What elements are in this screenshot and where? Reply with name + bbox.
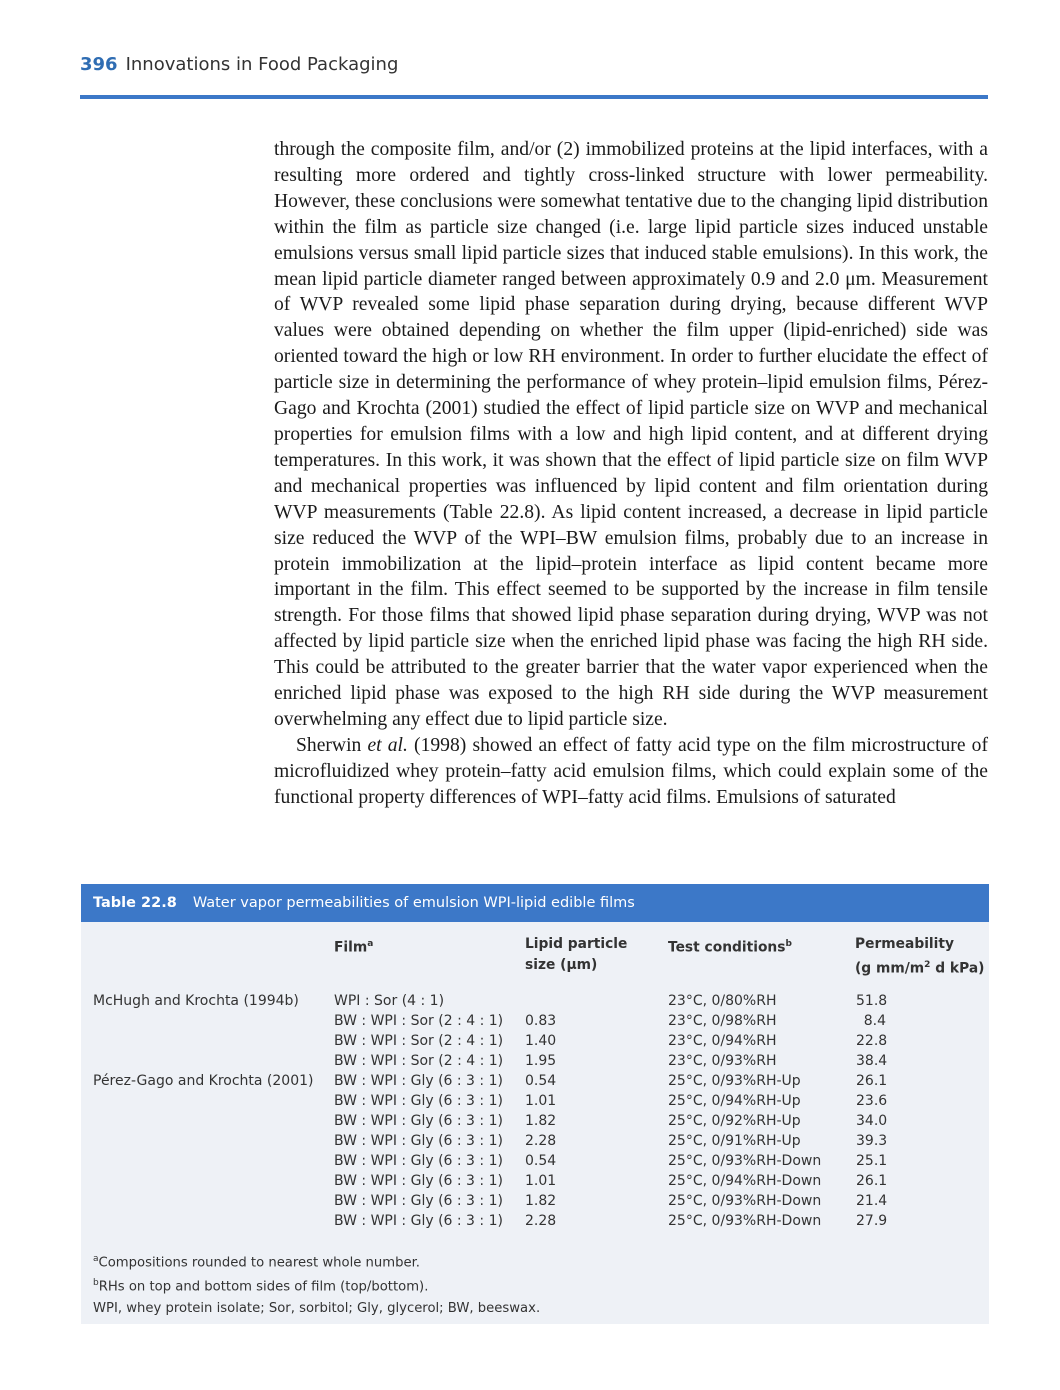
source-cell: Pérez-Gago and Krochta (2001) (93, 1073, 314, 1089)
cond-cell: 23°C, 0/94%RH (668, 1033, 777, 1049)
size-cell: 1.40 (525, 1033, 557, 1049)
size-cell: 1.01 (525, 1173, 557, 1189)
size-column (525, 991, 556, 1231)
footnote-b: $^b$RHs on top and bottom sides of film (top/bottom). (93, 1278, 429, 1295)
perm-cell: 51.8 (856, 993, 888, 1009)
perm-cell: 22.8 (856, 1033, 888, 1049)
p2-etal: et al. (367, 734, 408, 756)
header-test-conditions: Test conditions$^b$ (668, 939, 792, 956)
table-number: Table 22.8 (93, 895, 177, 911)
page-number: 396 (80, 54, 118, 75)
conditions-column (668, 991, 821, 1231)
film-cell: BW : WPI : Gly (6 : 3 : 1) (334, 1093, 503, 1109)
running-header (80, 54, 398, 75)
p2-author: Sherwin (296, 734, 362, 756)
cond-cell: 25°C, 0/93%RH-Down (668, 1193, 822, 1209)
cond-cell: 25°C, 0/94%RH-Up (668, 1093, 801, 1109)
film-cell: BW : WPI : Sor (2 : 4 : 1) (334, 1053, 504, 1069)
header-lipid-size: Lipid particle size (μm) (525, 936, 628, 973)
perm-cell: 8.4 (863, 1013, 886, 1029)
film-cell: BW : WPI : Sor (2 : 4 : 1) (334, 1013, 504, 1029)
header-rule (80, 95, 988, 99)
table-title: Water vapor permeabilities of emulsion WPI-lipid edible films (192, 895, 635, 911)
size-cell: 2.28 (525, 1213, 557, 1229)
film-cell: BW : WPI : Gly (6 : 3 : 1) (334, 1073, 503, 1089)
perm-cell: 34.0 (856, 1113, 888, 1129)
p2-rest: (1998) showed an effect of fatty acid type on the film microstructure of microfluidized whey protein–fatty acid emulsion films, which could explain some of the functional property differences of WPI–fatty acid films. Emulsions of saturated (274, 734, 988, 808)
table-22-8 (81, 884, 989, 1324)
cond-cell: 25°C, 0/93%RH-Down (668, 1153, 822, 1169)
perm-cell: 27.9 (856, 1213, 888, 1229)
size-cell: 2.28 (525, 1133, 557, 1149)
paragraph-1: through the composite film, and/or (2) immobilized proteins at the lipid interfaces, with a resulting more ordered and tightly cross-linked structure with lower permeability. However, these conclusions were somewhat tentative due to the changing lipid distribution within the film as particle size changed (i.e. large lipid particle sizes induced unstable emulsions versus small lipid particle sizes that induced stable emulsions). In this work, the mean lipid particle diameter ranged between approximately 0.9 and 2.0 μm. Measurement of WVP revealed some lipid phase separation during drying, because different WVP values were obtained depending on whether the film upper (lipid-enriched) side was oriented toward the high or low RH environment. In order to further elucidate the effect of particle size in determining the performance of whey protein–lipid emulsion films, Pérez-Gago and Krochta (2001) studied the effect of lipid particle size on WVP and mechanical properties for emulsion films with a low and high lipid content, and at different drying temperatures. In this work, it was shown that the effect of lipid particle size on film WVP and mechanical properties was influenced by lipid content and film orientation during WVP measurements (Table 22.8). As lipid content increased, a decrease in lipid particle size reduced the WVP of the WPI–BW emulsion films, probably due to an increase in protein immobilization at the lipid–protein interface as lipid content became more important in the film. This effect seemed to be supported by the increase in film tensile strength. For those films that showed lipid phase separation during drying, WVP was not affected by lipid particle size when the enriched lipid phase was facing the high RH side. This could be attributed to the greater barrier that the water vapor experienced when the enriched lipid phase was exposed to the high RH side during the WVP measurement overwhelming any effect due to lipid particle size. (274, 139, 988, 730)
film-cell: BW : WPI : Gly (6 : 3 : 1) (334, 1113, 503, 1129)
perm-cell: 23.6 (856, 1093, 888, 1109)
source-column (93, 991, 314, 1091)
perm-cell: 25.1 (856, 1153, 888, 1169)
film-cell: BW : WPI : Gly (6 : 3 : 1) (334, 1193, 503, 1209)
cond-cell: 25°C, 0/92%RH-Up (668, 1113, 801, 1129)
paragraph-2 (274, 733, 988, 811)
size-cell: 1.95 (525, 1053, 557, 1069)
size-cell (525, 991, 556, 1011)
footnote-abbreviations: WPI, whey protein isolate; Sor, sorbitol; Gly, glycerol; BW, beeswax. (93, 1300, 541, 1316)
table-footnotes (93, 1249, 540, 1319)
cond-cell: 23°C, 0/93%RH (668, 1053, 777, 1069)
film-cell: BW : WPI : Gly (6 : 3 : 1) (334, 1133, 503, 1149)
size-cell: 1.01 (525, 1093, 557, 1109)
perm-cell: 26.1 (856, 1173, 888, 1189)
perm-cell: 39.3 (856, 1133, 888, 1149)
cond-cell: 25°C, 0/94%RH-Down (668, 1173, 822, 1189)
film-cell: BW : WPI : Sor (2 : 4 : 1) (334, 1033, 504, 1049)
size-cell: 0.83 (525, 1013, 557, 1029)
cond-cell: 25°C, 0/93%RH-Down (668, 1213, 822, 1229)
film-cell: BW : WPI : Gly (6 : 3 : 1) (334, 1213, 503, 1229)
perm-cell: 26.1 (856, 1073, 888, 1089)
perm-cell: 21.4 (856, 1193, 888, 1209)
film-cell: BW : WPI : Gly (6 : 3 : 1) (334, 1153, 503, 1169)
film-column (334, 991, 503, 1231)
cond-cell: 23°C, 0/80%RH (668, 993, 777, 1009)
cond-cell: 25°C, 0/91%RH-Up (668, 1133, 801, 1149)
size-cell: 0.54 (525, 1073, 557, 1089)
cond-cell: 23°C, 0/98%RH (668, 1013, 777, 1029)
header-permeability: Permeability (g $mm/m^2$ d kPa) (855, 936, 985, 977)
size-cell: 1.82 (525, 1113, 557, 1129)
source-cell: McHugh and Krochta (1994b) (93, 993, 299, 1009)
cond-cell: 25°C, 0/93%RH-Up (668, 1073, 801, 1089)
header-film: Film$^a$ (334, 939, 374, 956)
footnote-a: $^a$Compositions rounded to nearest whole number. (93, 1254, 420, 1271)
permeability-column (856, 991, 886, 1231)
size-cell: 1.82 (525, 1193, 557, 1209)
book-title: Innovations in Food Packaging (125, 54, 399, 75)
size-cell: 0.54 (525, 1153, 557, 1169)
body-text (274, 137, 988, 811)
film-cell: BW : WPI : Gly (6 : 3 : 1) (334, 1173, 503, 1189)
perm-cell: 38.4 (856, 1053, 888, 1069)
table-caption (81, 884, 989, 922)
film-cell: WPI : Sor (4 : 1) (334, 993, 445, 1009)
